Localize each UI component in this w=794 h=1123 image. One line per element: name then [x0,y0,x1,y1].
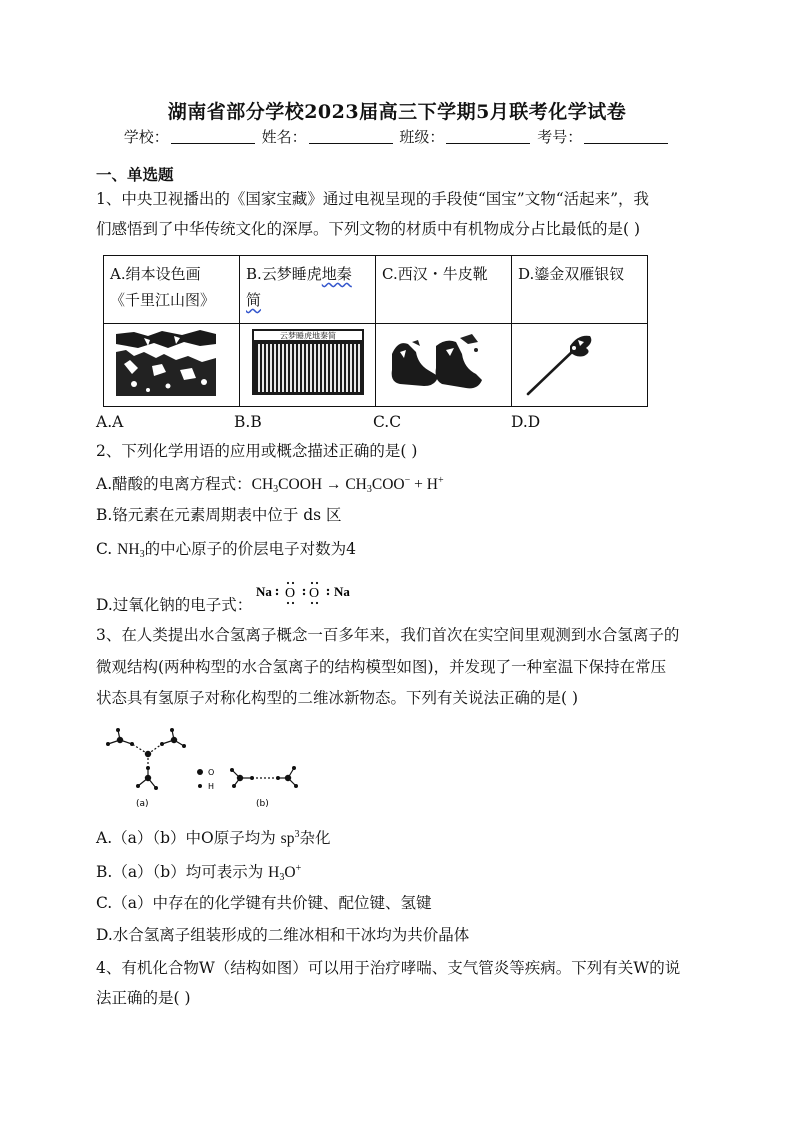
q3-stem-line1: 3、在人类提出水合氢离子概念一百多年来，我们首次在实空间里观测到水合氢离子的 [96,626,680,644]
class-label: 班级： [399,128,445,146]
school-label: 学校： [123,128,169,146]
q2-option-d[interactable]: D.过氧化钠的电子式： [96,596,253,614]
name-label: 姓名： [261,128,307,146]
legend-o: O [208,768,215,777]
q1-artifact-table [103,255,648,407]
bamboo-slip [342,344,344,392]
bamboo-slip [354,344,356,392]
bamboo-slip [294,344,296,392]
svg-text:O: O [285,586,296,601]
q1-painting-image [104,324,240,407]
exam-no-label: 考号： [537,128,583,146]
q2-option-c[interactable]: C. $NH_3$的中心原子的价层电子对数为4 [96,540,356,560]
bamboo-slip [266,344,268,392]
bamboo-slip [310,344,312,392]
bamboo-slip [278,344,280,392]
q4-stem-line1: 4、有机化合物W（结构如图）可以用于治疗哮喘、支气管炎等疾病。下列有关W的说 [96,959,681,977]
q1-cell-d-label: D.鎏金双雁银钗 [512,256,648,324]
bamboo-slip [326,344,328,392]
q2-option-b[interactable]: B.铬元素在元素周期表中位于 ds 区 [96,506,342,524]
class-blank[interactable] [446,129,530,144]
name-blank[interactable] [309,129,393,144]
svg-text:O: O [309,586,320,601]
bamboo-slip [282,344,284,392]
q2-option-a[interactable]: A.醋酸的电离方程式：$CH_3COOH \to CH_3COO^- + H^+$ [96,475,444,495]
bamboo-slip [306,344,308,392]
exam-title: 湖南省部分学校2023届高三下学期5月联考化学试卷 [167,101,627,123]
q1-leather-boots-image [376,324,512,407]
school-blank[interactable] [171,129,255,144]
q1-option-d[interactable]: D.D [511,413,541,431]
q3-stem-line3: 状态具有氢原子对称化构型的二维冰新物态。下列有关说法正确的是( ) [96,689,579,707]
hydronium-structure-figure [96,722,306,812]
q1-option-b[interactable]: B.B [234,413,262,431]
bamboo-slip [330,344,332,392]
bamboo-slip [302,344,304,392]
bamboo-slip-caption: 云梦睡虎地秦简 [280,331,336,341]
q3-option-c[interactable]: C.（a）中存在的化学键有共价键、配位键、氢键 [96,894,432,912]
q3-option-b[interactable]: B.（a）（b）均可表示为 $H_3O^+$ [96,863,302,883]
bamboo-slip [298,344,300,392]
bamboo-slip [290,344,292,392]
figure-caption-b: (b) [256,799,269,809]
q3-stem-line2: 微观结构(两种构型的水合氢离子的结构模型如图)，并发现了一种室温下保持在常压 [96,658,667,676]
q2-stem: 2、下列化学用语的应用或概念描述正确的是( ) [96,442,418,460]
student-info-line [0,126,794,147]
bamboo-slip [318,344,320,392]
bamboo-slip [314,344,316,392]
section-heading: 一、单选题 [96,165,174,184]
bamboo-slip [258,344,260,392]
bamboo-slip [346,344,348,392]
q3-option-d[interactable]: D.水合氢离子组装形成的二维冰相和干冰均为共价晶体 [96,926,470,944]
bamboo-slip [334,344,336,392]
q1-stem-line2: 们感悟到了中华传统文化的深厚。下列文物的材质中有机物成分占比最低的是( ) [96,220,641,238]
q1-silver-hairpin-image [512,324,648,407]
q1-cell-b-label: B.云梦睡虎地秦 简 [240,256,376,324]
q3-option-a[interactable]: A.（a）（b）中O原子均为 $sp^3$杂化 [96,829,331,847]
q1-stem-line1: 1、中央卫视播出的《国家宝藏》通过电视呈现的手段使“国宝”文物“活起来”，我 [96,190,650,208]
exam-no-blank[interactable] [584,129,668,144]
q4-stem-line2: 法正确的是( ) [96,989,191,1007]
bamboo-slip [358,344,360,392]
q1-option-a[interactable]: A.A [96,413,124,431]
legend-h: H [208,782,215,791]
svg-text:Na: Na [256,584,272,599]
bamboo-slip [322,344,324,392]
bamboo-slip [286,344,288,392]
q1-cell-a-label: A.绢本设色画 《千里江山图》 [104,256,240,324]
sodium-peroxide-electron-formula [254,578,364,608]
bamboo-slip [274,344,276,392]
svg-text:Na: Na [334,584,350,599]
q1-bamboo-slips-image [240,324,376,407]
figure-caption-a: (a) [136,799,149,809]
q1-cell-c-label: C.西汉・牛皮靴 [376,256,512,324]
bamboo-slip [350,344,352,392]
q1-option-c[interactable]: C.C [373,413,402,431]
bamboo-slip [270,344,272,392]
bamboo-slip [262,344,264,392]
bamboo-slip [338,344,340,392]
